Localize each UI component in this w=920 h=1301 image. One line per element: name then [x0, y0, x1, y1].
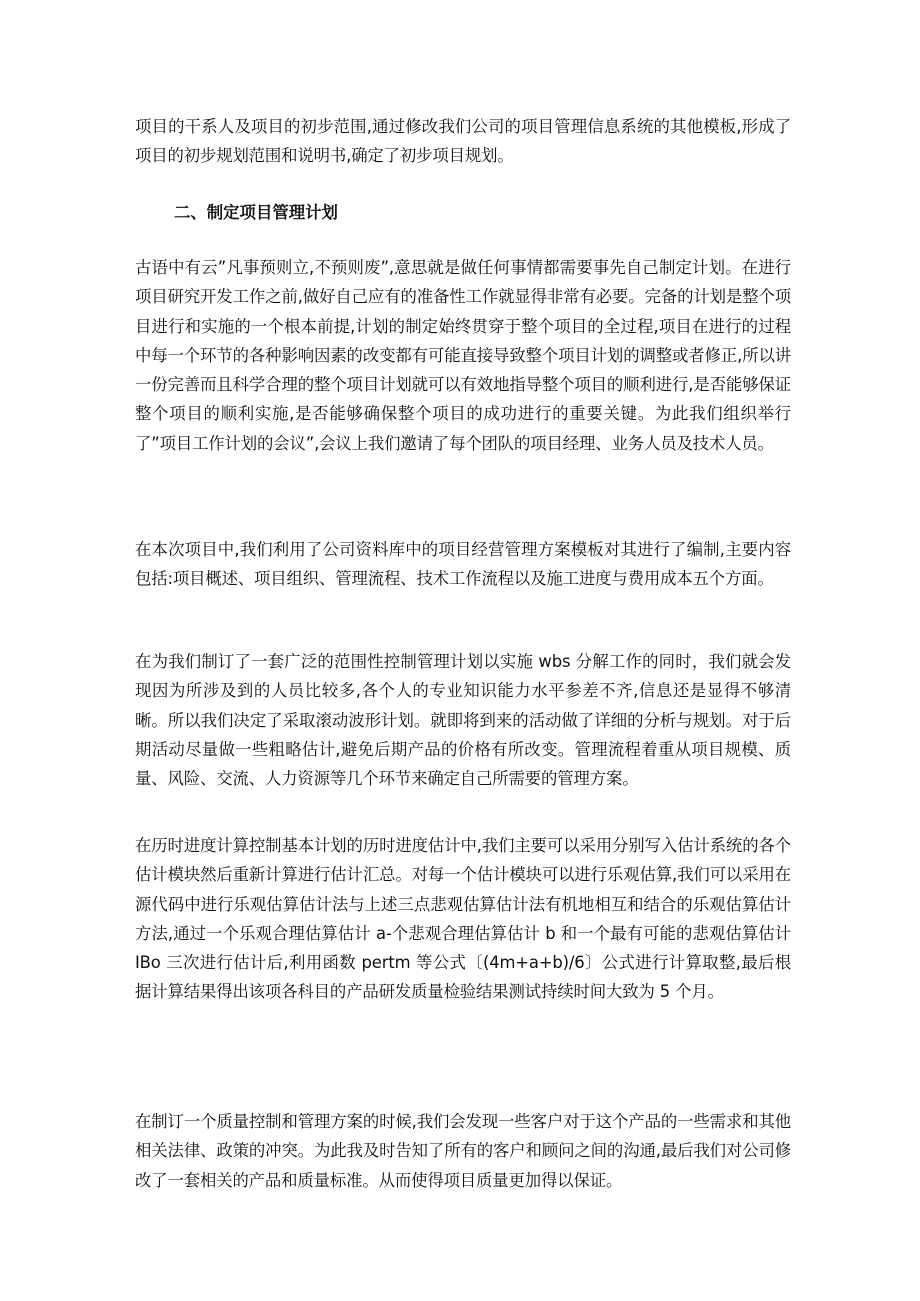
- paragraph-plan-contents: 在本次项目中,我们利用了公司资料库中的项目经营管理方案模板对其进行了编制,主要内容包括:项目概述、项目组织、管理流程、技术工作流程以及施工进度与费用成本五个方面。: [135, 540, 791, 589]
- paragraph-planning-importance: 古语中有云”凡事预则立,不预则废”,意思就是做任何事情都需要事先自己制定计划。在进行项目研究开发工作之前,做好自己应有的准备性工作就显得非常有必要。完备的计划是整个项目进行和实施的一个根本前提,计划的制定始终贯穿于整个项目的全过程,项目在进行的过程中每一个环节的各种影响因素的改变都有可能直接导致整个项目计划的调整或者修正,所以讲一份完善而且科学合理的整个项目计划就可以有效地指导整个项目的顺利进行,是否能够保证整个项目的顺利实施,是否能够确保整个项目的成功进行的重要关键。为此我们组织举行了”项目工作计划的会议”,会议上我们邀请了每个团队的项目经理、业务人员及技术人员。: [135, 258, 791, 453]
- section-heading: 二、制定项目管理计划: [174, 203, 338, 222]
- paragraph-scope-intro: 项目的干系人及项目的初步范围,通过修改我们公司的项目管理信息系统的其他模板,形成了项目的初步规划范围和说明书,确定了初步项目规划。: [135, 117, 791, 166]
- paragraph-scope-control: 在为我们制订了一套广泛的范围性控制管理计划以实施 wbs 分解工作的同时，我们就会发现因为所涉及到的人员比较多,各个人的专业知识能力水平参差不齐,信息还是显得不够清晰。所以我们决定了采取滚动波形计划。就即将到来的活动做了详细的分析与规划。对于后期活动尽量做一些粗略估计,避免后期产品的价格有所改变。管理流程着重从项目规模、质量、风险、交流、人力资源等几个环节来确定自己所需要的管理方案。: [135, 652, 791, 789]
- paragraph-duration-estimation: 在历时进度计算控制基本计划的历时进度估计中,我们主要可以采用分别写入估计系统的各个估计模块然后重新计算进行估计汇总。对每一个估计模块可以进行乐观估算,我们可以采用在源代码中进行乐观估算估计法与上述三点悲观估算估计法有机地相互和结合的乐观估算估计方法,通过一个乐观合理估算估计 a-个悲观合理估算估计 b 和一个最有可能的悲观估算估计 IBo 三次进行估计后,利用函数 pertm 等公式〔(4m+a+b)/6〕公式进行计算取整,最后根据计算结果得出该项各科目的产品研发质量检验结果测试持续时间大致为 5 个月。: [135, 836, 791, 1002]
- paragraph-quality-plan: 在制订一个质量控制和管理方案的时候,我们会发现一些客户对于这个产品的一些需求和其他相关法律、政策的冲突。为此我及时告知了所有的客户和顾问之间的沟通,最后我们对公司修改了一套相关的产品和质量标准。从而使得项目质量更加得以保证。: [135, 1112, 791, 1190]
